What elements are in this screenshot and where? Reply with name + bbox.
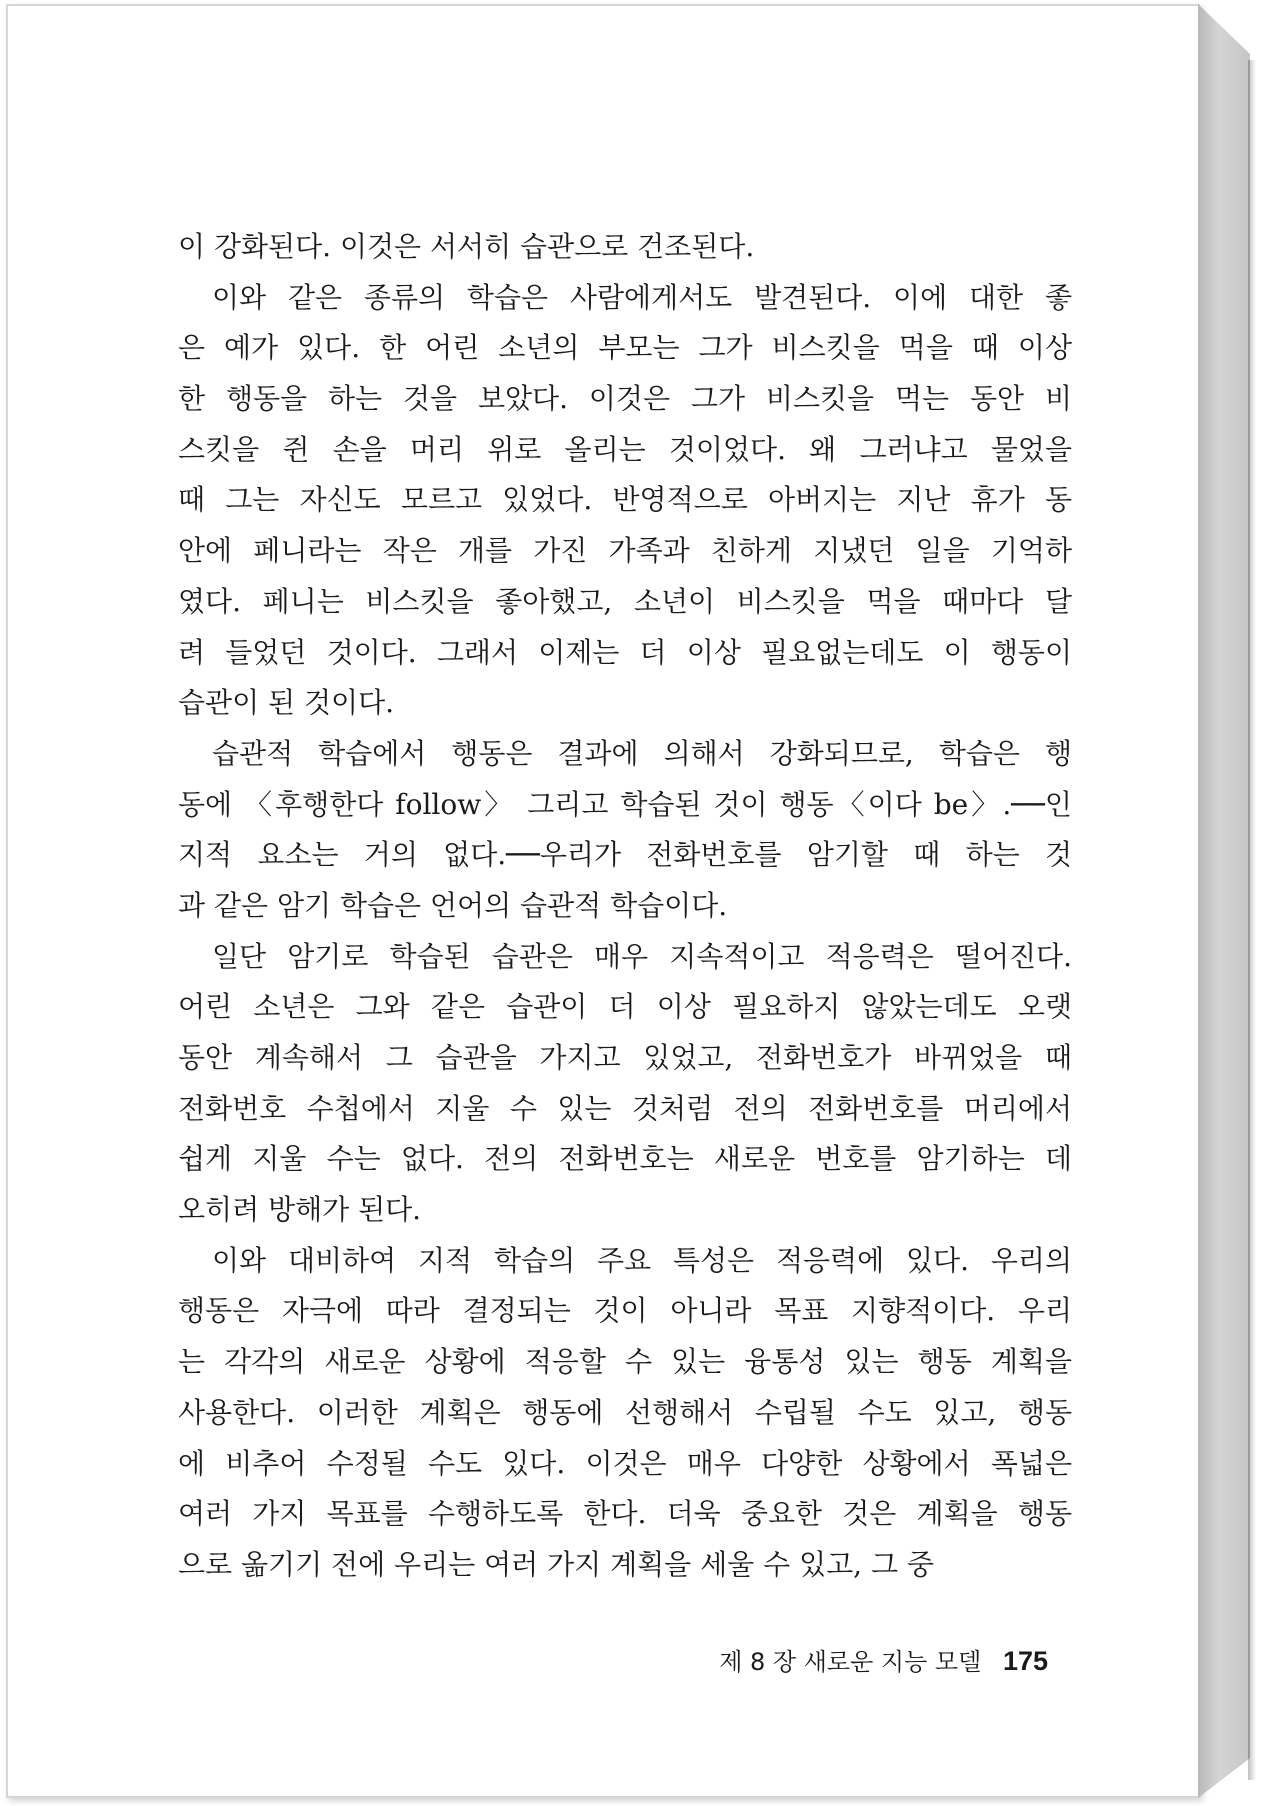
text-line: 오히려 방해가 된다. bbox=[178, 1193, 422, 1227]
chapter-title: 제 8 장 새로운 지능 모델 bbox=[719, 1648, 982, 1676]
text-line: 으로 옮기기 전에 우리는 여러 가지 계획을 세울 수 있고, 그 중 bbox=[178, 1547, 934, 1581]
text-line: 였다. 페니는 비스킷을 좋아했고, 소년이 비스킷을 먹을 때마다 달 bbox=[178, 584, 1072, 618]
text-line: 일단 암기로 학습된 습관은 매우 지속적이고 적응력은 떨어진다. bbox=[212, 939, 1072, 973]
text-line: 습관적 학습에서 행동은 결과에 의해서 강화되므로, 학습은 행 bbox=[212, 736, 1072, 770]
text-line: 이 강화된다. 이것은 서서히 습관으로 건조된다. bbox=[178, 230, 755, 263]
text-line: 은 예가 있다. 한 어린 소년의 부모는 그가 비스킷을 먹을 때 이상 bbox=[178, 331, 1072, 365]
text-line: 동에 〈후행한다 follow〉 그리고 학습된 것이 행동〈이다 be〉.──인 bbox=[178, 787, 1072, 821]
text-line: 여러 가지 목표를 수행하도록 한다. 더욱 중요한 것은 계획을 행동 bbox=[178, 1497, 1072, 1531]
text-line: 려 들었던 것이다. 그래서 이제는 더 이상 필요없는데도 이 행동이 bbox=[178, 635, 1072, 669]
running-footer bbox=[708, 1642, 1048, 1677]
text-line: 사용한다. 이러한 계획은 행동에 선행해서 수립될 수도 있고, 행동 bbox=[178, 1395, 1072, 1429]
body-text bbox=[178, 222, 1072, 1591]
text-line: 스킷을 쥔 손을 머리 위로 올리는 것이었다. 왜 그러냐고 물었을 bbox=[178, 432, 1072, 466]
text-line: 지적 요소는 거의 없다.──우리가 전화번호를 암기할 때 하는 것 bbox=[178, 838, 1072, 872]
text-line: 과 같은 암기 학습은 언어의 습관적 학습이다. bbox=[178, 888, 728, 922]
book-spine-edge bbox=[1198, 4, 1250, 1798]
text-line: 동안 계속해서 그 습관을 가지고 있었고, 전화번호가 바뀌었을 때 bbox=[178, 1041, 1072, 1074]
text-line: 에 비추어 수정될 수도 있다. 이것은 매우 다양한 상황에서 폭넓은 bbox=[178, 1446, 1072, 1480]
book-page bbox=[6, 4, 1200, 1798]
text-line: 안에 페니라는 작은 개를 가진 가족과 친하게 지냈던 일을 기억하 bbox=[178, 534, 1072, 568]
text-line: 이와 같은 종류의 학습은 사람에게서도 발견된다. 이에 대한 좋 bbox=[212, 280, 1072, 314]
text-line: 전화번호 수첩에서 지울 수 있는 것처럼 전의 전화번호를 머리에서 bbox=[178, 1091, 1072, 1125]
text-line: 한 행동을 하는 것을 보았다. 이것은 그가 비스킷을 먹는 동안 비 bbox=[178, 382, 1072, 416]
text-line: 쉽게 지울 수는 없다. 전의 전화번호는 새로운 번호를 암기하는 데 bbox=[178, 1142, 1072, 1176]
text-line: 어린 소년은 그와 같은 습관이 더 이상 필요하지 않았는데도 오랫 bbox=[178, 990, 1072, 1024]
page-number: 175 bbox=[1002, 1646, 1048, 1676]
text-line: 는 각각의 새로운 상황에 적응할 수 있는 융통성 있는 행동 계획을 bbox=[178, 1345, 1072, 1379]
text-line: 행동은 자극에 따라 결정되는 것이 아니라 목표 지향적이다. 우리 bbox=[178, 1294, 1072, 1328]
spine-shadow bbox=[1248, 60, 1256, 1780]
text-line: 습관이 된 것이다. bbox=[178, 686, 395, 720]
text-line: 때 그는 자신도 모르고 있었다. 반영적으로 아버지는 지난 휴가 동 bbox=[178, 483, 1072, 517]
text-line: 이와 대비하여 지적 학습의 주요 특성은 적응력에 있다. 우리의 bbox=[212, 1243, 1072, 1277]
